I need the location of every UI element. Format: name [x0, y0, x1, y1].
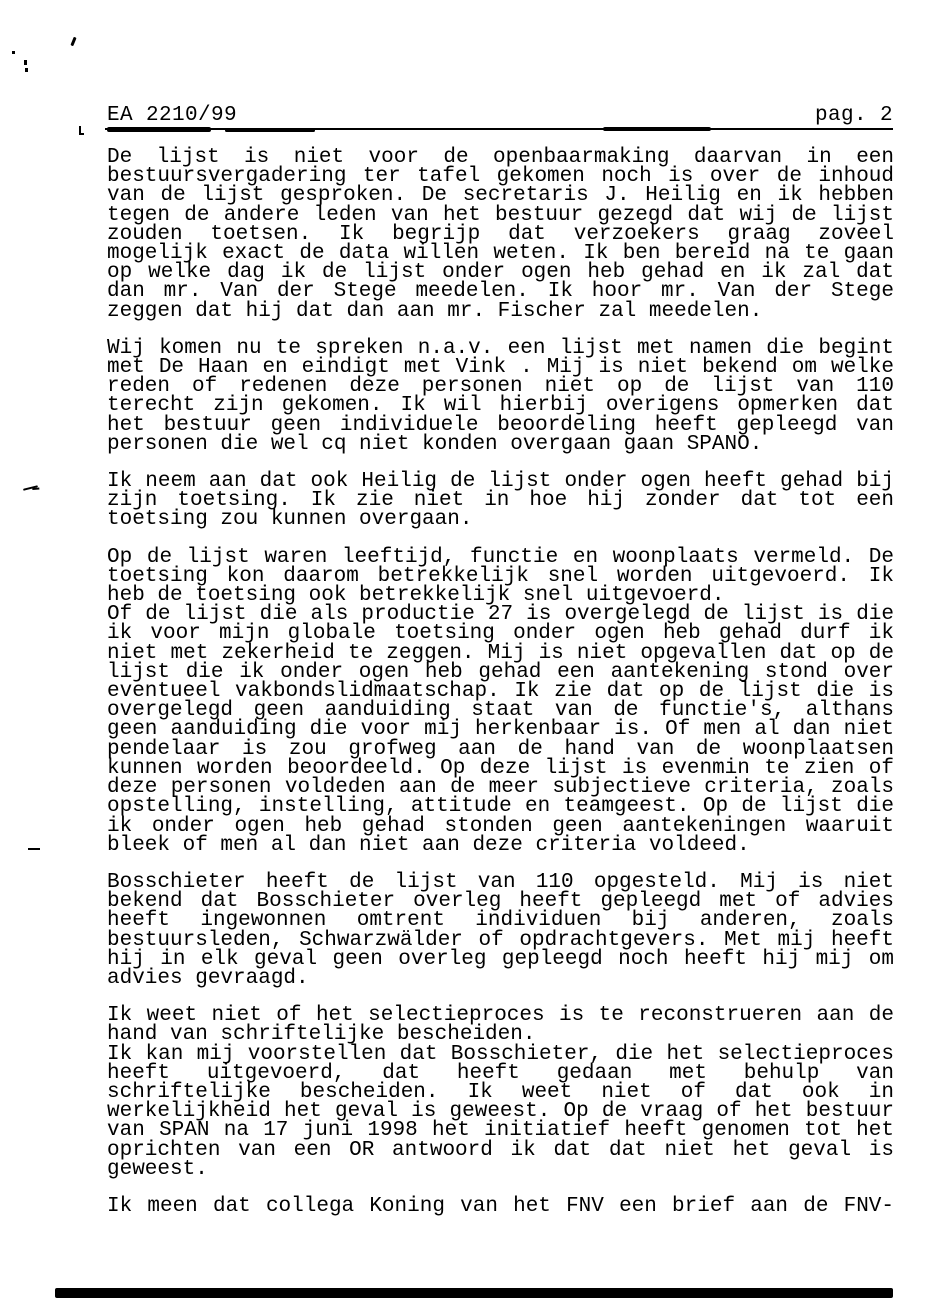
- text-line: dan mr. Van der Stege meedelen. Ik hoor mr. Van der Stege: [107, 280, 894, 304]
- scan-smudge: [225, 129, 315, 132]
- text-line: werkelijkheid het geval is geweest. Op de vraag of het bestuur: [107, 1100, 894, 1124]
- text-line: deze personen voldeden aan de meer subjectieve criteria, zoals: [107, 776, 894, 800]
- scan-mark-icon: [23, 485, 38, 491]
- paragraph: [107, 336, 894, 456]
- text-line: oprichten van een OR antwoord ik dat dat niet het geval is: [107, 1138, 894, 1162]
- scan-smudge: [603, 127, 711, 131]
- header-rule: [105, 128, 893, 130]
- text-line: zeggen dat hij dat dan aan mr. Fischer zal meedelen.: [107, 299, 763, 323]
- scan-speck-icon: [70, 37, 76, 46]
- text-line: Of de lijst die als productie 27 is overgelegd de lijst is die: [107, 603, 894, 627]
- paragraph: [107, 1006, 894, 1179]
- text-line: Ik kan mij voorstellen dat Bosschieter, die het selectieproces: [107, 1042, 894, 1066]
- text-line: terecht zijn gekomen. Ik wil hierbij overigens opmerken dat: [107, 394, 894, 418]
- text-line: eventueel vakbondslidmaatschap. Ik zie dat op de lijst die is: [107, 680, 894, 704]
- scan-smudge: [107, 127, 211, 132]
- text-line: tegen de andere leden van het bestuur gezegd dat wij de lijst: [107, 203, 894, 227]
- text-line: geweest.: [107, 1157, 208, 1181]
- text-line: bestuursvergadering ter tafel gekomen noch is over de inhoud: [107, 165, 894, 189]
- text-line: pendelaar is zou grofweg aan de hand van de woonplaatsen: [107, 737, 894, 761]
- page-number: pag. 2: [814, 104, 893, 127]
- text-line: van de lijst gesproken. De secretaris J. Heilig en ik hebben: [107, 184, 894, 208]
- text-line: niet met zekerheid te zeggen. Mij is niet opgevallen dat op de: [107, 641, 894, 665]
- paragraph: [107, 545, 894, 857]
- text-line: bleek of men al dan niet aan deze criteria voldeed.: [107, 833, 750, 857]
- scan-speck-icon: [12, 51, 15, 54]
- scan-speck-icon: [24, 60, 27, 65]
- scan-speck-icon: [25, 68, 28, 72]
- text-line: Op de lijst waren leeftijd, functie en woonplaats vermeld. De: [107, 545, 894, 569]
- document-body: [107, 148, 894, 1234]
- text-line: mogelijk exact de data willen weten. Ik ben bereid na te gaan: [107, 242, 894, 266]
- text-line: heeft ingewonnen omtrent individuen bij anderen, zoals: [107, 909, 894, 933]
- text-line: geen aanduiding die voor mij herkenbaar is. Of men al dan niet: [107, 718, 894, 742]
- paragraph: [107, 870, 894, 990]
- text-line: het bestuur geen individuele beoordeling heeft gepleegd van: [107, 413, 894, 437]
- text-line: lijst die ik onder ogen heb gehad een aantekening stond over: [107, 660, 894, 684]
- text-line: overgelegd geen aanduiding staat van de functie's, althans: [107, 699, 894, 723]
- page-header: [107, 106, 893, 126]
- text-line: zouden toetsen. Ik begrijp dat verzoekers graag zoveel: [107, 222, 894, 246]
- text-line: toetsing zou kunnen overgaan.: [107, 508, 473, 532]
- scan-bottom-bar: [55, 1288, 893, 1298]
- scan-mark-icon: [28, 848, 40, 850]
- text-line: Bosschieter heeft de lijst van 110 opgesteld. Mij is niet: [107, 870, 894, 894]
- text-line: reden of redenen deze personen niet op de lijst van 110: [107, 375, 894, 399]
- text-line: heeft uitgevoerd, dat heeft gedaan met behulp van: [107, 1061, 894, 1085]
- text-line: Wij komen nu te spreken n.a.v. een lijst met namen die begint: [107, 336, 894, 360]
- paragraph: [107, 148, 894, 321]
- text-line: Ik meen dat collega Koning van het FNV een brief aan de FNV-: [107, 1194, 894, 1218]
- text-line: ik onder ogen heb gehad stonden geen aantekeningen waaruit: [107, 814, 894, 838]
- text-line: bekend dat Bosschieter overleg heeft gepleegd met of advies: [107, 890, 894, 914]
- paragraph: [107, 1194, 894, 1218]
- text-line: van SPAN na 17 juni 1998 het initiatief heeft genomen tot het: [107, 1119, 894, 1143]
- text-line: Ik weet niet of het selectieproces is te reconstrueren aan de: [107, 1004, 894, 1028]
- paragraph: [107, 472, 894, 530]
- text-line: De lijst is niet voor de openbaarmaking daarvan in een: [107, 146, 894, 169]
- text-line: hij in elk geval geen overleg gepleegd noch heeft hij mij om: [107, 947, 894, 971]
- text-line: opstelling, instelling, attitude en teamgeest. Op de lijst die: [107, 795, 894, 819]
- text-line: toetsing kon daarom betrekkelijk snel worden uitgevoerd. Ik: [107, 564, 894, 588]
- document-number: EA 2210/99: [107, 104, 238, 127]
- text-line: schriftelijke bescheiden. Ik weet niet of dat ook in: [107, 1080, 894, 1104]
- text-line: advies gevraagd.: [107, 966, 309, 990]
- text-line: ik voor mijn globale toetsing onder ogen heb gehad durf ik: [107, 622, 894, 646]
- text-line: op welke dag ik de lijst onder ogen heb gehad en ik zal dat: [107, 261, 894, 285]
- text-line: met De Haan en eindigt met Vink . Mij is niet bekend om welke: [107, 356, 894, 380]
- text-line: zijn toetsing. Ik zie niet in hoe hij zonder dat tot een: [107, 489, 894, 513]
- scan-mark-icon: [79, 126, 81, 135]
- text-line: heb de toetsing ook betrekkelijk snel uitgevoerd.: [107, 584, 725, 608]
- text-line: personen die wel cq niet konden overgaan gaan SPANO.: [107, 432, 763, 456]
- text-line: Ik neem aan dat ook Heilig de lijst onder ogen heeft gehad bij: [107, 470, 894, 494]
- text-line: bestuursleden, Schwarzwälder of opdrachtgevers. Met mij heeft: [107, 928, 894, 952]
- text-line: kunnen worden beoordeeld. Op deze lijst is evenmin te zien of: [107, 756, 894, 780]
- text-line: hand van schriftelijke bescheiden.: [107, 1023, 536, 1047]
